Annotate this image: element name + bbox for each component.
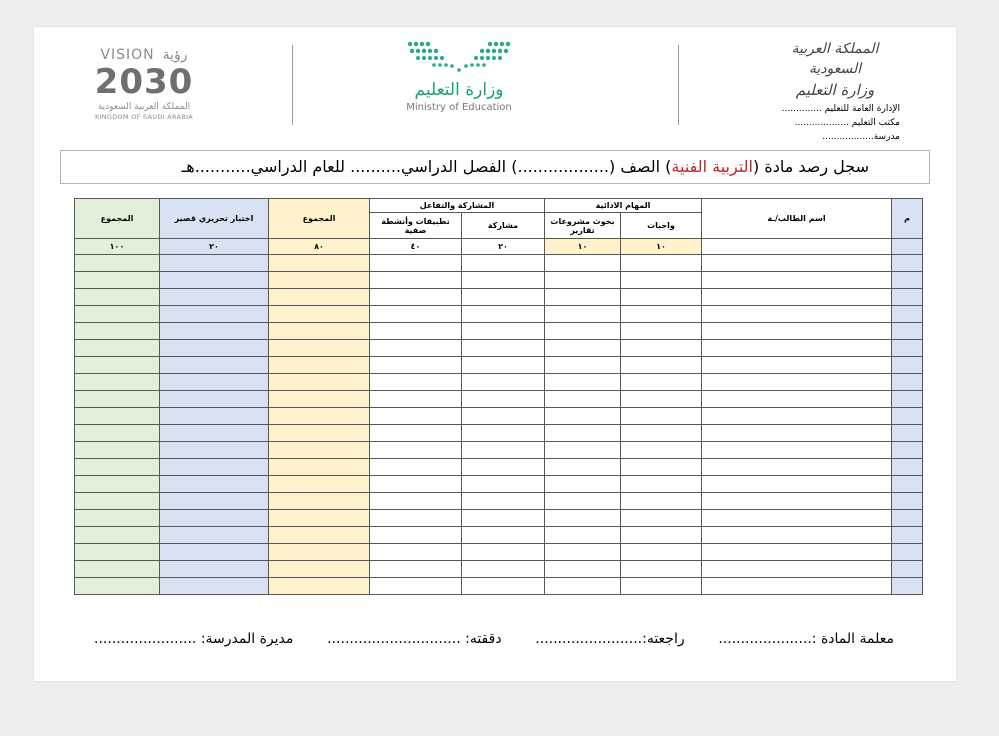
subtotal-cell[interactable] (269, 493, 370, 510)
title-subject: التربية الفنية (671, 157, 753, 176)
row-index-cell (892, 340, 923, 357)
total-cell[interactable] (75, 408, 160, 425)
row-index-cell (892, 408, 923, 425)
participation-cell[interactable] (462, 272, 545, 289)
max-short-test: ٢٠ (160, 239, 269, 255)
subtotal-cell[interactable] (269, 391, 370, 408)
projects-cell[interactable] (545, 561, 621, 578)
participation-cell[interactable] (462, 510, 545, 527)
activities-cell[interactable] (370, 340, 462, 357)
short-test-cell[interactable] (160, 357, 269, 374)
activities-cell[interactable] (370, 289, 462, 306)
student-name-cell[interactable] (702, 306, 892, 323)
max-projects: ١٠ (545, 239, 621, 255)
subtotal-cell[interactable] (269, 323, 370, 340)
participation-cell[interactable] (462, 493, 545, 510)
subtotal-cell[interactable] (269, 272, 370, 289)
homework-cell[interactable] (621, 323, 702, 340)
total-cell[interactable] (75, 255, 160, 272)
signature-footer (94, 631, 894, 647)
title-prefix: سجل رصد مادة ( (752, 157, 869, 176)
student-name-cell[interactable] (702, 357, 892, 374)
projects-cell[interactable] (545, 323, 621, 340)
homework-cell[interactable] (621, 544, 702, 561)
subtotal-cell[interactable] (269, 561, 370, 578)
grades-table (74, 198, 923, 595)
row-index-cell (892, 255, 923, 272)
header-participation-interaction: المشاركة والتفاعل (370, 199, 545, 213)
student-name-cell[interactable] (702, 476, 892, 493)
teacher-signature: معلمة المادة :..................... (718, 631, 894, 647)
participation-cell[interactable] (462, 289, 545, 306)
student-name-cell[interactable] (702, 561, 892, 578)
header-homework: واجبات (621, 213, 702, 239)
short-test-cell[interactable] (160, 425, 269, 442)
table-row (75, 510, 923, 527)
subtotal-cell[interactable] (269, 255, 370, 272)
total-cell[interactable] (75, 493, 160, 510)
row-index-cell (892, 442, 923, 459)
ministry-name-en: Ministry of Education (406, 102, 512, 113)
total-cell[interactable] (75, 391, 160, 408)
auditor-signature: دققته: .............................. (327, 631, 502, 647)
total-cell[interactable] (75, 561, 160, 578)
student-name-cell[interactable] (702, 544, 892, 561)
school-line: مدرسة.................. (822, 132, 900, 142)
table-row (75, 255, 923, 272)
table-row (75, 306, 923, 323)
vision-label-ar: رؤية (162, 47, 188, 63)
row-index-cell (892, 544, 923, 561)
activities-cell[interactable] (370, 578, 462, 595)
row-index-cell (892, 357, 923, 374)
short-test-cell[interactable] (160, 527, 269, 544)
vision-kingdom-en: KINGDOM OF SAUDI ARABIA (94, 113, 194, 121)
row-index-cell (892, 561, 923, 578)
total-cell[interactable] (75, 306, 160, 323)
subtotal-cell[interactable] (269, 289, 370, 306)
short-test-cell[interactable] (160, 289, 269, 306)
max-class-activities: ٤٠ (370, 239, 462, 255)
participation-cell[interactable] (462, 544, 545, 561)
projects-cell[interactable] (545, 391, 621, 408)
projects-cell[interactable] (545, 306, 621, 323)
projects-cell[interactable] (545, 255, 621, 272)
student-name-cell[interactable] (702, 527, 892, 544)
row-index-cell (892, 306, 923, 323)
student-name-cell[interactable] (702, 442, 892, 459)
total-cell[interactable] (75, 340, 160, 357)
activities-cell[interactable] (370, 459, 462, 476)
activities-cell[interactable] (370, 442, 462, 459)
subtotal-cell[interactable] (269, 374, 370, 391)
short-test-cell[interactable] (160, 544, 269, 561)
activities-cell[interactable] (370, 476, 462, 493)
max-subtotal: ٨٠ (269, 239, 370, 255)
short-test-cell[interactable] (160, 306, 269, 323)
record-title (60, 150, 930, 184)
participation-cell[interactable] (462, 408, 545, 425)
row-index-cell (892, 459, 923, 476)
subtotal-cell[interactable] (269, 578, 370, 595)
table-row (75, 391, 923, 408)
subtotal-cell[interactable] (269, 459, 370, 476)
activities-cell[interactable] (370, 357, 462, 374)
activities-cell[interactable] (370, 425, 462, 442)
header-projects: بحوث مشروعات تقارير (545, 213, 621, 239)
student-name-cell[interactable] (702, 272, 892, 289)
max-name-cell (702, 239, 892, 255)
projects-cell[interactable] (545, 493, 621, 510)
table-row (75, 323, 923, 340)
total-cell[interactable] (75, 425, 160, 442)
homework-cell[interactable] (621, 527, 702, 544)
row-index-cell (892, 425, 923, 442)
participation-cell[interactable] (462, 561, 545, 578)
activities-cell[interactable] (370, 408, 462, 425)
title-suffix: ) الصف (..................) الفصل الدراسي.......... للعام الدراسي...........هـ (181, 157, 672, 176)
homework-cell[interactable] (621, 578, 702, 595)
projects-cell[interactable] (545, 408, 621, 425)
participation-cell[interactable] (462, 425, 545, 442)
short-test-cell[interactable] (160, 255, 269, 272)
total-cell[interactable] (75, 357, 160, 374)
participation-cell[interactable] (462, 323, 545, 340)
table-row (75, 289, 923, 306)
total-cell[interactable] (75, 544, 160, 561)
row-index-cell (892, 527, 923, 544)
admin-line: الإدارة العامة للتعليم .............. (781, 104, 900, 114)
short-test-cell[interactable] (160, 323, 269, 340)
student-name-cell[interactable] (702, 323, 892, 340)
header-total: المجموع (75, 199, 160, 239)
max-index-cell (892, 239, 923, 255)
row-index-cell (892, 272, 923, 289)
total-cell[interactable] (75, 374, 160, 391)
short-test-cell[interactable] (160, 493, 269, 510)
row-index-cell (892, 476, 923, 493)
total-cell[interactable] (75, 476, 160, 493)
row-index-cell (892, 578, 923, 595)
projects-cell[interactable] (545, 374, 621, 391)
header-participation: مشاركة (462, 213, 545, 239)
row-index-cell (892, 391, 923, 408)
max-total: ١٠٠ (75, 239, 160, 255)
activities-cell[interactable] (370, 323, 462, 340)
header-short-test: اختبار تحريري قصير (160, 199, 269, 239)
participation-cell[interactable] (462, 391, 545, 408)
homework-cell[interactable] (621, 425, 702, 442)
total-cell[interactable] (75, 459, 160, 476)
student-name-cell[interactable] (702, 578, 892, 595)
row-index-cell (892, 323, 923, 340)
projects-cell[interactable] (545, 476, 621, 493)
table-row (75, 493, 923, 510)
vision-2030-logo (84, 47, 204, 143)
student-name-cell[interactable] (702, 391, 892, 408)
student-name-cell[interactable] (702, 425, 892, 442)
participation-cell[interactable] (462, 476, 545, 493)
projects-cell[interactable] (545, 425, 621, 442)
table-row (75, 578, 923, 595)
projects-cell[interactable] (545, 544, 621, 561)
activities-cell[interactable] (370, 374, 462, 391)
subtotal-cell[interactable] (269, 510, 370, 527)
subtotal-cell[interactable] (269, 442, 370, 459)
subtotal-cell[interactable] (269, 306, 370, 323)
header-class-activities: تطبيقات وأنشطة صفية (370, 213, 462, 239)
homework-cell[interactable] (621, 459, 702, 476)
participation-cell[interactable] (462, 340, 545, 357)
table-row (75, 527, 923, 544)
homework-cell[interactable] (621, 493, 702, 510)
student-name-cell[interactable] (702, 493, 892, 510)
homework-cell[interactable] (621, 476, 702, 493)
ministry-name-ar: وزارة التعليم (414, 80, 504, 100)
header-performance-tasks: المهام الادائية (545, 199, 702, 213)
total-cell[interactable] (75, 578, 160, 595)
homework-cell[interactable] (621, 408, 702, 425)
total-cell[interactable] (75, 272, 160, 289)
participation-cell[interactable] (462, 357, 545, 374)
participation-cell[interactable] (462, 442, 545, 459)
homework-cell[interactable] (621, 374, 702, 391)
table-row (75, 544, 923, 561)
participation-cell[interactable] (462, 459, 545, 476)
ministry-calligraphy: وزارة التعليم (795, 81, 875, 99)
activities-cell[interactable] (370, 527, 462, 544)
activities-cell[interactable] (370, 255, 462, 272)
total-cell[interactable] (75, 510, 160, 527)
table-row (75, 408, 923, 425)
table-row (75, 561, 923, 578)
short-test-cell[interactable] (160, 272, 269, 289)
activities-cell[interactable] (370, 561, 462, 578)
short-test-cell[interactable] (160, 578, 269, 595)
kingdom-calligraphy: المملكة العربية السعودية (791, 41, 879, 77)
homework-cell[interactable] (621, 391, 702, 408)
short-test-cell[interactable] (160, 510, 269, 527)
subtotal-cell[interactable] (269, 476, 370, 493)
header-subtotal: المجموع (269, 199, 370, 239)
subtotal-cell[interactable] (269, 357, 370, 374)
homework-cell[interactable] (621, 442, 702, 459)
total-cell[interactable] (75, 289, 160, 306)
projects-cell[interactable] (545, 578, 621, 595)
activities-cell[interactable] (370, 544, 462, 561)
participation-cell[interactable] (462, 255, 545, 272)
subtotal-cell[interactable] (269, 340, 370, 357)
participation-cell[interactable] (462, 306, 545, 323)
projects-cell[interactable] (545, 357, 621, 374)
student-name-cell[interactable] (702, 255, 892, 272)
table-row (75, 459, 923, 476)
table-row (75, 425, 923, 442)
student-name-cell[interactable] (702, 374, 892, 391)
row-index-cell (892, 289, 923, 306)
vision-kingdom-ar: المملكة العربية السعودية (97, 102, 191, 112)
homework-cell[interactable] (621, 357, 702, 374)
header-divider-right (678, 45, 679, 125)
participation-cell[interactable] (462, 374, 545, 391)
form-page (34, 27, 956, 681)
short-test-cell[interactable] (160, 476, 269, 493)
short-test-cell[interactable] (160, 408, 269, 425)
student-name-cell[interactable] (702, 408, 892, 425)
total-cell[interactable] (75, 323, 160, 340)
homework-cell[interactable] (621, 272, 702, 289)
row-index-cell (892, 510, 923, 527)
kingdom-header-block (770, 39, 900, 143)
office-line: مكتب التعليم ................... (794, 118, 900, 128)
short-test-cell[interactable] (160, 340, 269, 357)
subtotal-cell[interactable] (269, 425, 370, 442)
projects-cell[interactable] (545, 510, 621, 527)
projects-cell[interactable] (545, 272, 621, 289)
student-name-cell[interactable] (702, 459, 892, 476)
projects-cell[interactable] (545, 459, 621, 476)
subtotal-cell[interactable] (269, 544, 370, 561)
table-row (75, 476, 923, 493)
homework-cell[interactable] (621, 340, 702, 357)
short-test-cell[interactable] (160, 459, 269, 476)
activities-cell[interactable] (370, 493, 462, 510)
short-test-cell[interactable] (160, 391, 269, 408)
table-row (75, 340, 923, 357)
table-row (75, 442, 923, 459)
student-name-cell[interactable] (702, 289, 892, 306)
header-student-name: اسم الطالب/ـة (702, 199, 892, 239)
subtotal-cell[interactable] (269, 527, 370, 544)
header-index: م (892, 199, 923, 239)
header-divider-left (292, 45, 293, 125)
projects-cell[interactable] (545, 442, 621, 459)
max-homework: ١٠ (621, 239, 702, 255)
principal-signature: مديرة المدرسة: ....................... (94, 631, 294, 647)
table-row (75, 357, 923, 374)
homework-cell[interactable] (621, 306, 702, 323)
short-test-cell[interactable] (160, 374, 269, 391)
homework-cell[interactable] (621, 255, 702, 272)
vision-year: 2030 (94, 62, 194, 102)
ministry-dots-icon (404, 39, 514, 75)
table-row (75, 272, 923, 289)
activities-cell[interactable] (370, 272, 462, 289)
total-cell[interactable] (75, 442, 160, 459)
short-test-cell[interactable] (160, 561, 269, 578)
homework-cell[interactable] (621, 289, 702, 306)
ministry-logo (394, 39, 524, 129)
reviewer-signature: راجعته:........................ (535, 631, 685, 647)
activities-cell[interactable] (370, 306, 462, 323)
row-index-cell (892, 374, 923, 391)
total-cell[interactable] (75, 527, 160, 544)
row-index-cell (892, 493, 923, 510)
activities-cell[interactable] (370, 510, 462, 527)
table-row (75, 374, 923, 391)
participation-cell[interactable] (462, 578, 545, 595)
homework-cell[interactable] (621, 510, 702, 527)
subtotal-cell[interactable] (269, 408, 370, 425)
short-test-cell[interactable] (160, 442, 269, 459)
projects-cell[interactable] (545, 527, 621, 544)
student-name-cell[interactable] (702, 510, 892, 527)
projects-cell[interactable] (545, 340, 621, 357)
projects-cell[interactable] (545, 289, 621, 306)
homework-cell[interactable] (621, 561, 702, 578)
participation-cell[interactable] (462, 527, 545, 544)
max-participation: ٢٠ (462, 239, 545, 255)
vision-label-en: VISION (100, 47, 155, 63)
student-name-cell[interactable] (702, 340, 892, 357)
activities-cell[interactable] (370, 391, 462, 408)
